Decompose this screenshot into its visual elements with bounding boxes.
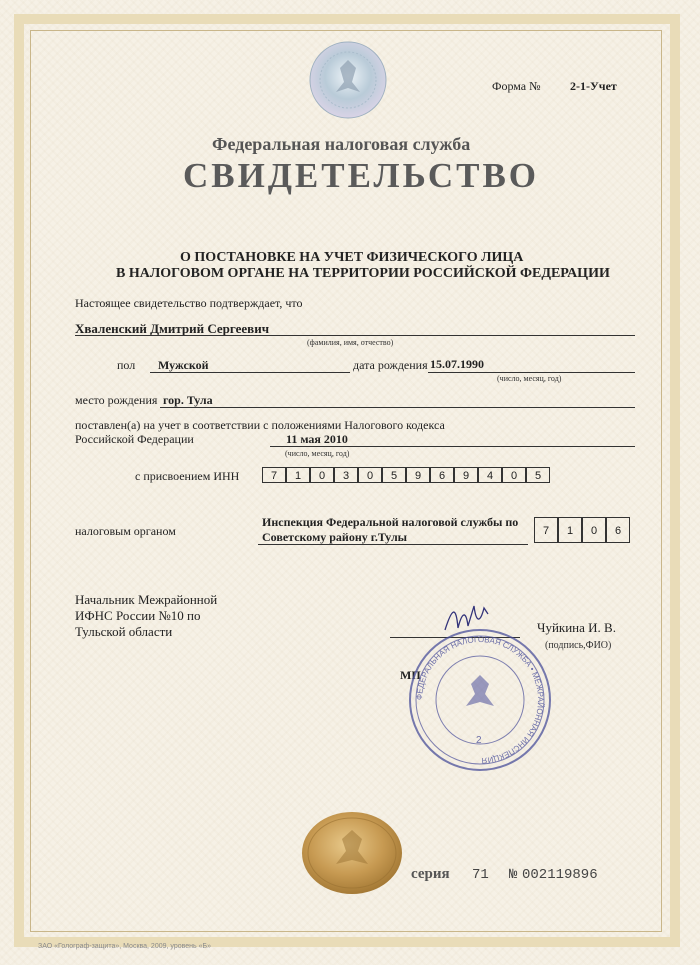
tax-authority-name-line1: Инспекция Федеральной налоговой службы по [262, 515, 519, 529]
tax-authority-label: налоговым органом [75, 524, 176, 538]
subtitle-line1: О ПОСТАНОВКЕ НА УЧЕТ ФИЗИЧЕСКОГО ЛИЦА [180, 250, 524, 265]
tax-code-digit-cell: 7 [534, 517, 558, 543]
registration-text-line1: поставлен(а) на учет в соответствии с положениями Налогового кодекса [75, 418, 445, 432]
gender-value: Мужской [158, 358, 209, 372]
inn-digit-cell: 3 [334, 467, 358, 483]
gender-label: пол [117, 358, 136, 372]
birthplace-underline [160, 407, 635, 408]
birth-date-hint: (число, месяц, год) [497, 374, 562, 383]
birth-date-value: 15.07.1990 [430, 357, 484, 371]
stamp-ring-text: ФЕДЕРАЛЬНАЯ НАЛОГОВАЯ СЛУЖБА • МЕЖРАЙОННАЯ ИНСПЕКЦИЯ [414, 634, 546, 766]
name-hint: (фамилия, имя, отчество) [307, 338, 394, 347]
inn-digit-cell: 0 [502, 467, 526, 483]
registration-text-line2: Российской Федерации [75, 432, 194, 446]
hologram-emblem-icon [305, 38, 391, 128]
birth-date-underline [428, 372, 635, 373]
inn-digit-cell: 9 [406, 467, 430, 483]
signatory-position-line2: ИФНС России №10 по [75, 608, 201, 623]
birthplace-label: место рождения [75, 393, 158, 407]
printer-footer: ЗАО «Голограф-защита», Москва, 2009, уровень «Б» [38, 943, 211, 950]
signatory-position-line1: Начальник Межрайонной [75, 592, 218, 607]
tax-authority-underline [258, 544, 528, 545]
registration-date-hint: (число, месяц, год) [285, 449, 350, 458]
registration-date-underline [270, 446, 635, 447]
inn-digit-cell: 7 [262, 467, 286, 483]
tax-authority-name-line2: Советскому району г.Тулы [262, 530, 408, 544]
gold-seal-icon [300, 810, 404, 896]
name-underline [75, 335, 635, 336]
form-number: 2-1-Учет [570, 79, 617, 93]
issuer-name: Федеральная налоговая служба [212, 134, 471, 154]
stamp-number: 2 [476, 735, 482, 746]
inn-digit-cell: 5 [382, 467, 406, 483]
registration-date: 11 мая 2010 [286, 432, 348, 446]
intro-text: Настоящее свидетельство подтверждает, что [75, 296, 303, 310]
seal-label: МП [400, 668, 421, 682]
tax-code-digit-cell: 6 [606, 517, 630, 543]
birth-date-label: дата рождения [353, 358, 428, 372]
series-label: серия [411, 866, 450, 882]
gender-underline [150, 372, 350, 373]
tax-code-digit-cell: 1 [558, 517, 582, 543]
inn-digit-cell: 0 [310, 467, 334, 483]
inn-digit-cell: 4 [478, 467, 502, 483]
official-stamp-icon [405, 625, 555, 775]
tax-code-digit-cell: 0 [582, 517, 606, 543]
inn-label: с присвоением ИНН [135, 469, 240, 483]
inn-digit-cell: 1 [286, 467, 310, 483]
series-number: 002119896 [522, 867, 598, 883]
series-number-prefix: № [509, 867, 518, 883]
inn-digit-cell: 6 [430, 467, 454, 483]
series-value: 71 [472, 867, 489, 883]
form-label: Форма № [492, 79, 541, 93]
inn-digit-cell: 0 [358, 467, 382, 483]
person-full-name: Хваленский Дмитрий Сергеевич [75, 321, 270, 336]
signatory-name: Чуйкина И. В. [537, 620, 616, 635]
subtitle-line2: В НАЛОГОВОМ ОРГАНЕ НА ТЕРРИТОРИИ РОССИЙСКОЙ ФЕДЕРАЦИИ [116, 266, 610, 281]
inn-digit-cell: 5 [526, 467, 550, 483]
inn-digit-cell: 9 [454, 467, 478, 483]
document-title: СВИДЕТЕЛЬСТВО [183, 156, 540, 195]
signature-hint: (подпись,ФИО) [545, 640, 612, 651]
birthplace-value: гор. Тула [163, 393, 213, 407]
signatory-position-line3: Тульской области [75, 624, 173, 639]
